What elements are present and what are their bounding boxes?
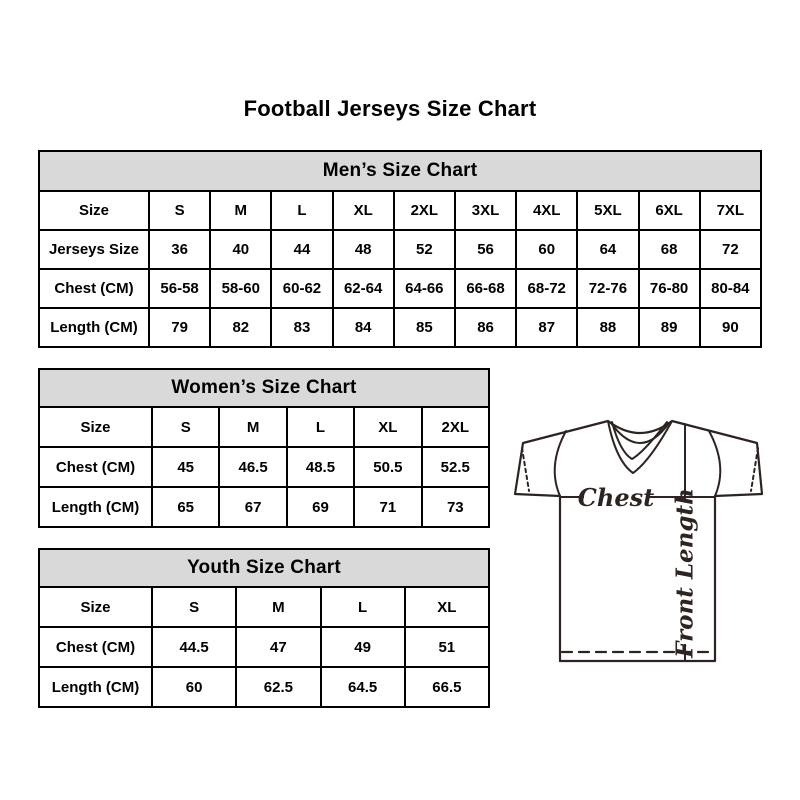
left-cuff-stitch-line [522,448,529,491]
row-label: Chest (CM) [39,269,149,308]
value-cell: 56 [455,230,516,269]
value-cell: 47 [236,627,320,667]
jersey-outline [515,421,762,661]
value-cell: 64 [577,230,638,269]
value-cell: 50.5 [354,447,421,487]
value-cell: 49 [321,627,405,667]
youth-table [38,548,490,708]
value-cell: 90 [700,308,761,347]
value-cell: 52 [394,230,455,269]
womens-size-chart-table [38,368,490,528]
value-cell: 40 [210,230,271,269]
value-cell: 87 [516,308,577,347]
right-armhole-seam [709,431,720,496]
value-cell: 60-62 [271,269,332,308]
value-cell: 6XL [639,191,700,230]
row-label: Size [39,191,149,230]
value-cell: 45 [152,447,219,487]
value-cell: 62-64 [333,269,394,308]
row-label: Chest (CM) [39,627,152,667]
mens-size-chart-table [38,150,762,348]
value-cell: 68 [639,230,700,269]
row-label: Jerseys Size [39,230,149,269]
value-cell: L [287,407,354,447]
value-cell: 2XL [422,407,489,447]
value-cell: 65 [152,487,219,527]
left-armhole-seam [555,431,566,496]
value-cell: 76-80 [639,269,700,308]
row-label: Length (CM) [39,667,152,707]
value-cell: 89 [639,308,700,347]
row-label: Size [39,407,152,447]
value-cell: 80-84 [700,269,761,308]
page-title: Football Jerseys Size Chart [243,96,537,121]
value-cell: 44 [271,230,332,269]
value-cell: 72-76 [577,269,638,308]
value-cell: XL [354,407,421,447]
value-cell: 56-58 [149,269,210,308]
value-cell: 88 [577,308,638,347]
value-cell: 5XL [577,191,638,230]
value-cell: M [210,191,271,230]
youth-table-title: Youth Size Chart [39,549,489,587]
value-cell: 72 [700,230,761,269]
right-cuff-stitch-line [751,448,758,491]
value-cell: 85 [394,308,455,347]
value-cell: L [271,191,332,230]
value-cell: S [152,407,219,447]
front-length-label: Front Length [671,488,699,658]
value-cell: 69 [287,487,354,527]
value-cell: S [152,587,236,627]
value-cell: 48.5 [287,447,354,487]
value-cell: 60 [516,230,577,269]
youth-size-chart-table [38,548,490,708]
value-cell: 83 [271,308,332,347]
value-cell: 44.5 [152,627,236,667]
value-cell: 3XL [455,191,516,230]
row-label: Size [39,587,152,627]
value-cell: 51 [405,627,489,667]
value-cell: 82 [210,308,271,347]
value-cell: 62.5 [236,667,320,707]
row-label: Length (CM) [39,487,152,527]
value-cell: 86 [455,308,516,347]
value-cell: L [321,587,405,627]
value-cell: 2XL [394,191,455,230]
value-cell: 79 [149,308,210,347]
jersey-diagram [500,406,780,676]
womens-table-title: Women’s Size Chart [39,369,489,407]
value-cell: 66.5 [405,667,489,707]
jersey-illustration [500,406,780,676]
row-label: Chest (CM) [39,447,152,487]
value-cell: S [149,191,210,230]
row-label: Length (CM) [39,308,149,347]
value-cell: 73 [422,487,489,527]
mens-table [38,150,762,348]
value-cell: 64-66 [394,269,455,308]
value-cell: 64.5 [321,667,405,707]
value-cell: 46.5 [219,447,286,487]
value-cell: 71 [354,487,421,527]
value-cell: 60 [152,667,236,707]
value-cell: 36 [149,230,210,269]
value-cell: 4XL [516,191,577,230]
womens-table [38,368,490,528]
value-cell: 52.5 [422,447,489,487]
value-cell: 68-72 [516,269,577,308]
value-cell: M [219,407,286,447]
value-cell: 67 [219,487,286,527]
value-cell: 66-68 [455,269,516,308]
chest-label: Chest [577,483,655,512]
value-cell: XL [333,191,394,230]
mens-table-title: Men’s Size Chart [39,151,761,191]
value-cell: 84 [333,308,394,347]
value-cell: 7XL [700,191,761,230]
value-cell: 48 [333,230,394,269]
value-cell: XL [405,587,489,627]
value-cell: 58-60 [210,269,271,308]
value-cell: M [236,587,320,627]
